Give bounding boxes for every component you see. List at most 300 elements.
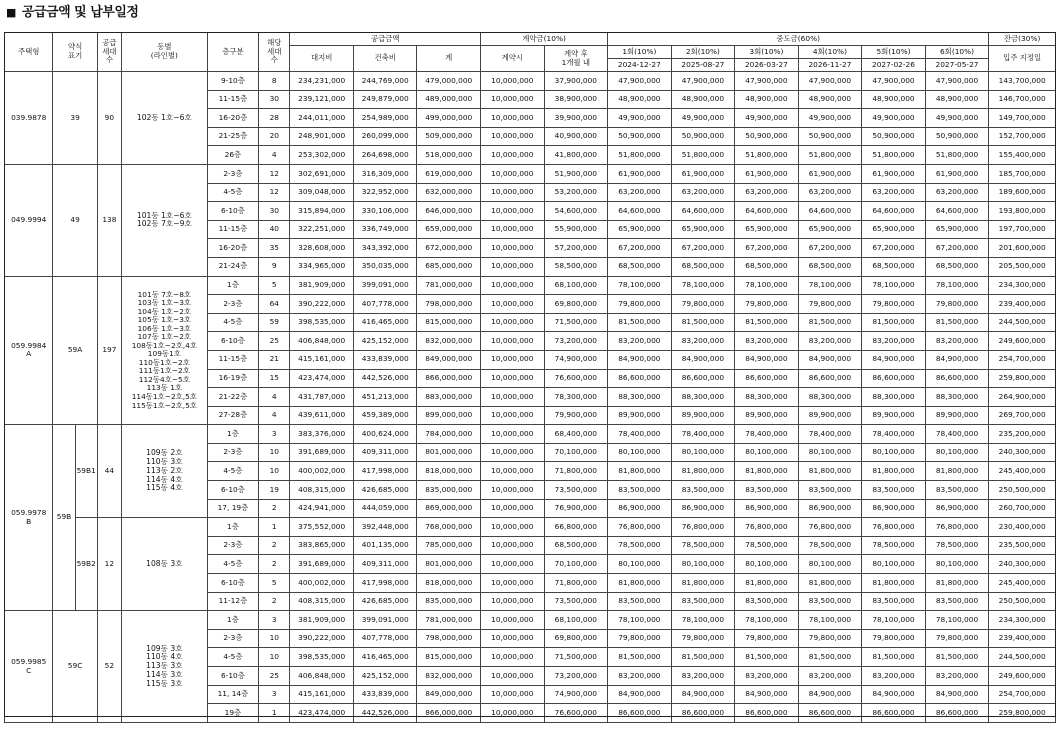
deposit-at-contract: 10,000,000 (481, 574, 545, 593)
installment-2: 64,600,000 (671, 202, 735, 221)
floor-range: 17, 19층 (207, 499, 258, 518)
installment-6: 78,400,000 (925, 425, 989, 444)
installment-5: 78,400,000 (862, 425, 926, 444)
land-price: 439,611,000 (290, 406, 354, 425)
building-price: 254,989,000 (353, 109, 417, 128)
installment-3: 80,100,000 (735, 555, 799, 574)
unit-count: 4 (259, 406, 290, 425)
land-price: 375,552,000 (290, 518, 354, 537)
total-price: 798,000,000 (417, 629, 481, 648)
deposit-after-1m: 51,900,000 (544, 164, 608, 183)
installment-4: 86,600,000 (798, 704, 862, 723)
installment-2: 78,100,000 (671, 276, 735, 295)
installment-6: 78,100,000 (925, 276, 989, 295)
building-line: 111동1호~2호 (138, 366, 190, 376)
building-price: 444,059,000 (353, 499, 417, 518)
installment-1: 86,600,000 (608, 704, 672, 723)
installment-3: 88,300,000 (735, 388, 799, 407)
building-line: 110동 3호 (146, 457, 183, 467)
deposit-at-contract: 10,000,000 (481, 276, 545, 295)
installment-1: 64,600,000 (608, 202, 672, 221)
installment-1: 48,900,000 (608, 90, 672, 109)
deposit-at-contract: 10,000,000 (481, 592, 545, 611)
unit-count: 2 (259, 536, 290, 555)
installment-6: 86,600,000 (925, 369, 989, 388)
building-line: 106동 1호~3호 (137, 323, 192, 333)
land-price: 408,315,000 (290, 592, 354, 611)
table-header (5, 33, 1056, 72)
installment-5: 83,500,000 (862, 592, 926, 611)
total-price: 489,000,000 (417, 90, 481, 109)
installment-3: 76,800,000 (735, 518, 799, 537)
installment-1: 79,800,000 (608, 295, 672, 314)
installment-6: 79,800,000 (925, 629, 989, 648)
installment-2: 47,900,000 (671, 72, 735, 91)
balance: 249,600,000 (989, 667, 1056, 686)
deposit-at-contract: 10,000,000 (481, 146, 545, 165)
deposit-after-1m: 68,100,000 (544, 276, 608, 295)
installment-6: 48,900,000 (925, 90, 989, 109)
balance: 235,500,000 (989, 536, 1056, 555)
land-price: 400,002,000 (290, 462, 354, 481)
installment-5: 63,200,000 (862, 183, 926, 202)
installment-4: 81,800,000 (798, 574, 862, 593)
balance: 249,600,000 (989, 332, 1056, 351)
installment-1: 63,200,000 (608, 183, 672, 202)
installment-4: 83,500,000 (798, 481, 862, 500)
deposit-at-contract: 10,000,000 (481, 313, 545, 332)
deposit-after-1m: 68,500,000 (544, 536, 608, 555)
floor-range: 21-24층 (207, 257, 258, 276)
installment-1: 79,800,000 (608, 629, 672, 648)
house-type: 049.9994 (5, 164, 53, 276)
deposit-at-contract: 10,000,000 (481, 164, 545, 183)
header-floor: 층구분 (207, 33, 258, 72)
installment-3: 63,200,000 (735, 183, 799, 202)
floor-range: 16-20층 (207, 239, 258, 258)
building-price: 426,685,000 (353, 481, 417, 500)
installment-6: 89,900,000 (925, 406, 989, 425)
total-price: 815,000,000 (417, 648, 481, 667)
installment-6: 76,800,000 (925, 518, 989, 537)
installment-1: 80,100,000 (608, 555, 672, 574)
deposit-after-1m: 39,900,000 (544, 109, 608, 128)
installment-5: 48,900,000 (862, 90, 926, 109)
installment-6: 50,900,000 (925, 127, 989, 146)
installment-4: 80,100,000 (798, 443, 862, 462)
installment-1: 68,500,000 (608, 257, 672, 276)
floor-range: 6-10층 (207, 332, 258, 351)
floor-range: 11, 14층 (207, 685, 258, 704)
balance: 244,500,000 (989, 313, 1056, 332)
installment-5: 64,600,000 (862, 202, 926, 221)
installment-5: 84,900,000 (862, 685, 926, 704)
header-date-2: 2025-08-27 (671, 59, 735, 72)
floor-range: 21-25층 (207, 127, 258, 146)
floor-range: 16-19층 (207, 369, 258, 388)
installment-1: 86,600,000 (608, 369, 672, 388)
building-price: 433,839,000 (353, 685, 417, 704)
balance: 234,300,000 (989, 611, 1056, 630)
header-installment-1: 1회(10%) (608, 46, 672, 59)
header-installment-4: 4회(10%) (798, 46, 862, 59)
building-line: 113동 3호 (146, 661, 183, 671)
header-date-4: 2026-11-27 (798, 59, 862, 72)
deposit-after-1m: 76,600,000 (544, 369, 608, 388)
deposit-at-contract: 10,000,000 (481, 239, 545, 258)
installment-1: 50,900,000 (608, 127, 672, 146)
deposit-after-1m: 38,900,000 (544, 90, 608, 109)
installment-6: 84,900,000 (925, 685, 989, 704)
floor-range: 1층 (207, 425, 258, 444)
total-price: 509,000,000 (417, 127, 481, 146)
balance: 185,700,000 (989, 164, 1056, 183)
floor-range: 4-5층 (207, 313, 258, 332)
installment-2: 86,900,000 (671, 499, 735, 518)
building-price: 399,091,000 (353, 276, 417, 295)
header-deposit: 계약금(10%) (481, 33, 608, 46)
table-row (5, 518, 1056, 537)
unit-count: 12 (259, 183, 290, 202)
header-units: 공급 세대 수 (97, 33, 121, 72)
installment-1: 76,800,000 (608, 518, 672, 537)
building-lines (121, 164, 207, 276)
floor-range: 21-22층 (207, 388, 258, 407)
supply-units: 52 (97, 611, 121, 723)
installment-3: 86,900,000 (735, 499, 799, 518)
unit-count: 35 (259, 239, 290, 258)
building-lines (121, 611, 207, 723)
deposit-after-1m: 69,800,000 (544, 629, 608, 648)
building-price: 399,091,000 (353, 611, 417, 630)
building-line: 104동 1호~2호 (137, 306, 192, 316)
deposit-at-contract: 10,000,000 (481, 704, 545, 723)
installment-1: 65,900,000 (608, 220, 672, 239)
deposit-after-1m: 71,500,000 (544, 313, 608, 332)
land-price: 406,848,000 (290, 332, 354, 351)
land-price: 400,002,000 (290, 574, 354, 593)
total-price: 499,000,000 (417, 109, 481, 128)
land-price: 408,315,000 (290, 481, 354, 500)
header-after-contract: 계약 후 1개월 내 (544, 46, 608, 72)
deposit-after-1m: 57,200,000 (544, 239, 608, 258)
floor-range: 11-15층 (207, 90, 258, 109)
installment-4: 76,800,000 (798, 518, 862, 537)
installment-2: 83,500,000 (671, 592, 735, 611)
building-price: 417,998,000 (353, 462, 417, 481)
unit-count: 25 (259, 667, 290, 686)
balance: 239,400,000 (989, 295, 1056, 314)
installment-2: 86,600,000 (671, 704, 735, 723)
header-house-type: 주택형 (5, 33, 53, 72)
deposit-at-contract: 10,000,000 (481, 220, 545, 239)
installment-4: 78,100,000 (798, 276, 862, 295)
header-installment-5: 5회(10%) (862, 46, 926, 59)
building-price: 264,698,000 (353, 146, 417, 165)
installment-2: 83,200,000 (671, 667, 735, 686)
installment-2: 83,200,000 (671, 332, 735, 351)
installment-3: 83,500,000 (735, 481, 799, 500)
deposit-at-contract: 10,000,000 (481, 257, 545, 276)
total-price: 785,000,000 (417, 536, 481, 555)
floor-range: 26층 (207, 146, 258, 165)
deposit-after-1m: 79,900,000 (544, 406, 608, 425)
installment-2: 61,900,000 (671, 164, 735, 183)
table-row (5, 611, 1056, 630)
deposit-at-contract: 10,000,000 (481, 127, 545, 146)
deposit-after-1m: 66,800,000 (544, 518, 608, 537)
installment-5: 78,100,000 (862, 276, 926, 295)
balance: 244,500,000 (989, 648, 1056, 667)
total-price: 866,000,000 (417, 704, 481, 723)
installment-4: 78,500,000 (798, 536, 862, 555)
installment-5: 81,500,000 (862, 648, 926, 667)
installment-5: 89,900,000 (862, 406, 926, 425)
floor-range: 2-3층 (207, 443, 258, 462)
building-price: 343,392,000 (353, 239, 417, 258)
installment-3: 80,100,000 (735, 443, 799, 462)
installment-2: 81,500,000 (671, 648, 735, 667)
total-price: 835,000,000 (417, 481, 481, 500)
header-count: 해당 세대 수 (259, 33, 290, 72)
installment-1: 47,900,000 (608, 72, 672, 91)
total-price: 784,000,000 (417, 425, 481, 444)
building-price: 459,389,000 (353, 406, 417, 425)
installment-5: 67,200,000 (862, 239, 926, 258)
deposit-after-1m: 71,800,000 (544, 574, 608, 593)
deposit-after-1m: 74,900,000 (544, 350, 608, 369)
balance: 235,200,000 (989, 425, 1056, 444)
unit-count: 3 (259, 425, 290, 444)
header-build-cost: 건축비 (353, 46, 417, 72)
building-price: 425,152,000 (353, 667, 417, 686)
balance: 205,500,000 (989, 257, 1056, 276)
deposit-after-1m: 71,500,000 (544, 648, 608, 667)
installment-3: 83,200,000 (735, 667, 799, 686)
house-type: 059.9984 A (5, 276, 53, 425)
deposit-after-1m: 53,200,000 (544, 183, 608, 202)
deposit-at-contract: 10,000,000 (481, 109, 545, 128)
installment-2: 48,900,000 (671, 90, 735, 109)
table-body (5, 72, 1056, 723)
land-price: 398,535,000 (290, 313, 354, 332)
title-text: 공급금액 및 납부일정 (21, 5, 139, 20)
land-price: 334,965,000 (290, 257, 354, 276)
installment-6: 68,500,000 (925, 257, 989, 276)
balance: 245,400,000 (989, 462, 1056, 481)
deposit-at-contract: 10,000,000 (481, 90, 545, 109)
unit-count: 21 (259, 350, 290, 369)
installment-4: 81,500,000 (798, 648, 862, 667)
unit-count: 5 (259, 574, 290, 593)
header-balance: 잔금(30%) (989, 33, 1056, 46)
deposit-after-1m: 68,100,000 (544, 611, 608, 630)
floor-range: 27-28층 (207, 406, 258, 425)
installment-3: 81,800,000 (735, 462, 799, 481)
installment-6: 83,500,000 (925, 481, 989, 500)
installment-3: 84,900,000 (735, 685, 799, 704)
supply-units: 44 (97, 425, 121, 518)
unit-count: 12 (259, 164, 290, 183)
building-price: 400,624,000 (353, 425, 417, 444)
installment-2: 79,800,000 (671, 295, 735, 314)
installment-1: 49,900,000 (608, 109, 672, 128)
installment-4: 89,900,000 (798, 406, 862, 425)
land-price: 244,011,000 (290, 109, 354, 128)
unit-count: 20 (259, 127, 290, 146)
building-line: 115동 3호 (146, 678, 183, 688)
deposit-at-contract: 10,000,000 (481, 332, 545, 351)
floor-range: 1층 (207, 276, 258, 295)
installment-4: 49,900,000 (798, 109, 862, 128)
unit-count: 10 (259, 443, 290, 462)
installment-4: 68,500,000 (798, 257, 862, 276)
installment-4: 48,900,000 (798, 90, 862, 109)
land-price: 406,848,000 (290, 667, 354, 686)
installment-1: 78,500,000 (608, 536, 672, 555)
installment-2: 84,900,000 (671, 350, 735, 369)
deposit-at-contract: 10,000,000 (481, 183, 545, 202)
deposit-at-contract: 10,000,000 (481, 555, 545, 574)
abbr: 59B (53, 425, 75, 611)
installment-4: 47,900,000 (798, 72, 862, 91)
installment-1: 78,100,000 (608, 611, 672, 630)
installment-6: 86,900,000 (925, 499, 989, 518)
installment-5: 84,900,000 (862, 350, 926, 369)
building-price: 249,879,000 (353, 90, 417, 109)
floor-range: 2-3층 (207, 629, 258, 648)
installment-4: 51,800,000 (798, 146, 862, 165)
balance: 143,700,000 (989, 72, 1056, 91)
installment-3: 83,200,000 (735, 332, 799, 351)
installment-4: 81,500,000 (798, 313, 862, 332)
building-line: 113동 2호 (146, 465, 183, 475)
installment-2: 76,800,000 (671, 518, 735, 537)
header-date-1: 2024-12-27 (608, 59, 672, 72)
land-price: 390,222,000 (290, 629, 354, 648)
installment-6: 83,200,000 (925, 332, 989, 351)
installment-5: 76,800,000 (862, 518, 926, 537)
installment-1: 78,100,000 (608, 276, 672, 295)
installment-4: 84,900,000 (798, 350, 862, 369)
installment-1: 81,800,000 (608, 462, 672, 481)
installment-3: 79,800,000 (735, 629, 799, 648)
building-line: 110동1호~2호 (138, 357, 190, 367)
building-line: 112동4호~5호 (138, 374, 190, 384)
abbr: 49 (53, 164, 97, 276)
floor-range: 11-15층 (207, 220, 258, 239)
installment-6: 83,200,000 (925, 667, 989, 686)
floor-range: 2-3층 (207, 536, 258, 555)
unit-count: 2 (259, 592, 290, 611)
house-type: 039.9878 (5, 72, 53, 165)
building-price: 442,526,000 (353, 704, 417, 723)
land-price: 381,909,000 (290, 611, 354, 630)
total-price: 768,000,000 (417, 518, 481, 537)
installment-1: 84,900,000 (608, 685, 672, 704)
abbr: 59C (53, 611, 97, 723)
land-price: 431,787,000 (290, 388, 354, 407)
installment-6: 67,200,000 (925, 239, 989, 258)
unit-count: 2 (259, 499, 290, 518)
installment-2: 49,900,000 (671, 109, 735, 128)
building-line: 113동 1호 (146, 383, 183, 393)
building-line: 108동 3호 (146, 558, 183, 568)
supply-units: 197 (97, 276, 121, 425)
deposit-at-contract: 10,000,000 (481, 629, 545, 648)
installment-4: 61,900,000 (798, 164, 862, 183)
installment-3: 81,800,000 (735, 574, 799, 593)
installment-3: 78,400,000 (735, 425, 799, 444)
installment-1: 81,800,000 (608, 574, 672, 593)
installment-5: 83,200,000 (862, 332, 926, 351)
installment-6: 79,800,000 (925, 295, 989, 314)
land-price: 322,251,000 (290, 220, 354, 239)
floor-range: 11-12층 (207, 592, 258, 611)
unit-count: 28 (259, 109, 290, 128)
installment-6: 78,100,000 (925, 611, 989, 630)
building-lines (121, 72, 207, 165)
installment-3: 89,900,000 (735, 406, 799, 425)
land-price: 381,909,000 (290, 276, 354, 295)
installment-6: 65,900,000 (925, 220, 989, 239)
balance: 234,300,000 (989, 276, 1056, 295)
floor-range: 4-5층 (207, 648, 258, 667)
total-price: 818,000,000 (417, 462, 481, 481)
installment-4: 64,600,000 (798, 202, 862, 221)
floor-range: 2-3층 (207, 164, 258, 183)
unit-count: 30 (259, 202, 290, 221)
balance: 259,800,000 (989, 704, 1056, 723)
balance: 240,300,000 (989, 443, 1056, 462)
installment-3: 83,500,000 (735, 592, 799, 611)
deposit-at-contract: 10,000,000 (481, 667, 545, 686)
installment-6: 81,500,000 (925, 648, 989, 667)
installment-5: 79,800,000 (862, 629, 926, 648)
floor-range: 2-3층 (207, 295, 258, 314)
installment-4: 83,200,000 (798, 667, 862, 686)
house-type: 059.9985 C (5, 611, 53, 723)
unit-count: 59 (259, 313, 290, 332)
deposit-after-1m: 58,500,000 (544, 257, 608, 276)
deposit-at-contract: 10,000,000 (481, 499, 545, 518)
installment-6: 81,800,000 (925, 462, 989, 481)
total-price: 832,000,000 (417, 332, 481, 351)
house-type: 059.9978 B (5, 425, 53, 611)
installment-2: 67,200,000 (671, 239, 735, 258)
table-row (5, 425, 1056, 444)
installment-3: 47,900,000 (735, 72, 799, 91)
building-price: 392,448,000 (353, 518, 417, 537)
land-price: 239,121,000 (290, 90, 354, 109)
installment-1: 83,200,000 (608, 332, 672, 351)
installment-6: 88,300,000 (925, 388, 989, 407)
installment-2: 79,800,000 (671, 629, 735, 648)
installment-5: 79,800,000 (862, 295, 926, 314)
building-line: 114동 3호 (146, 669, 183, 679)
land-price: 423,474,000 (290, 704, 354, 723)
unit-count: 10 (259, 648, 290, 667)
building-price: 442,526,000 (353, 369, 417, 388)
floor-range: 19층 (207, 704, 258, 723)
unit-count: 4 (259, 388, 290, 407)
installment-6: 84,900,000 (925, 350, 989, 369)
header-balance-date: 입주 지정일 (989, 46, 1056, 72)
installment-3: 81,500,000 (735, 648, 799, 667)
building-price: 316,309,000 (353, 164, 417, 183)
installment-5: 88,300,000 (862, 388, 926, 407)
installment-2: 65,900,000 (671, 220, 735, 239)
